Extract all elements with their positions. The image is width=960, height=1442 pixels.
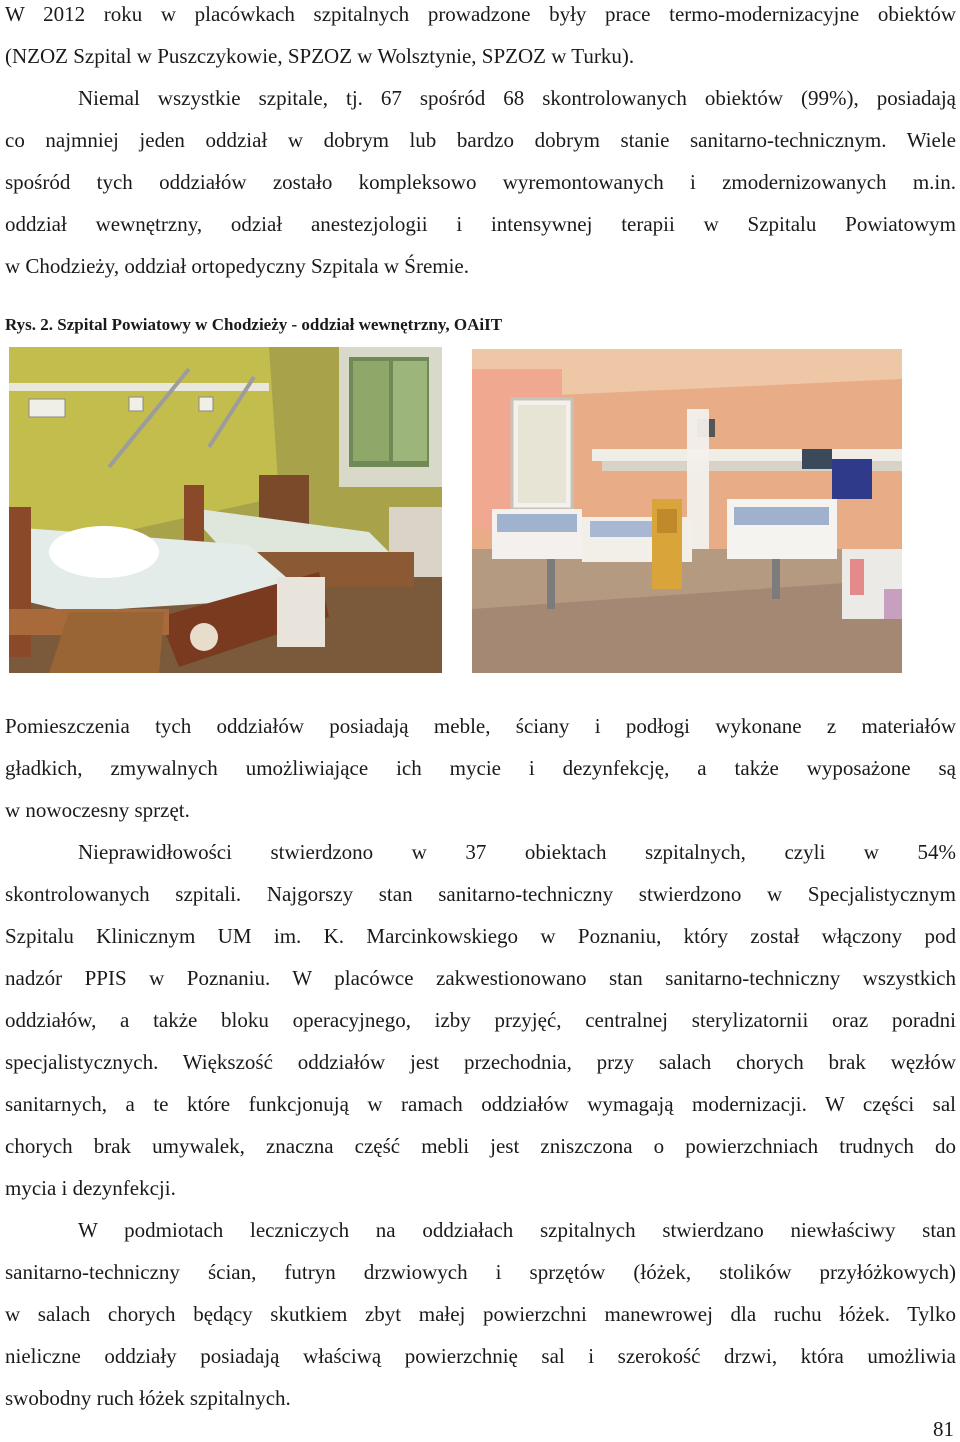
paragraph-5-line-3: w salach chorych będący skutkiem zbyt małej powierzchni manewrowej dla ruchu łóżek. Tylko	[5, 1302, 956, 1326]
paragraph-4-line-2: skontrolowanych szpitali. Najgorszy stan sanitarno-techniczny stwierdzono w Specjalistycznym	[5, 882, 956, 906]
paragraph-4-line-8: chorych brak umywalek, znaczna część mebli jest zniszczona o powierzchniach trudnych do	[5, 1134, 956, 1158]
paragraph-4-line-9: mycia i dezynfekcji.	[5, 1176, 176, 1200]
paragraph-4-line-3: Szpitalu Klinicznym UM im. K. Marcinkowskiego w Poznaniu, który został włączony pod	[5, 924, 956, 948]
paragraph-4-line-1: Nieprawidłowości stwierdzono w 37 obiektach szpitalnych, czyli w 54%	[78, 840, 956, 864]
paragraph-1-line-2: (NZOZ Szpital w Puszczykowie, SPZOZ w Wolsztynie, SPZOZ w Turku).	[5, 44, 635, 68]
paragraph-5-line-5: swobodny ruch łóżek szpitalnych.	[5, 1386, 291, 1410]
ward-photo-internal-image	[9, 347, 442, 673]
figure-caption: Rys. 2. Szpital Powiatowy w Chodzieży - oddział wewnętrzny, OAiIT	[5, 315, 503, 334]
paragraph-2-line-5: w Chodzieży, oddział ortopedyczny Szpitala w Śremie.	[5, 254, 469, 278]
paragraph-2-line-2: co najmniej jeden oddział w dobrym lub bardzo dobrym stanie sanitarno-technicznym. Wiele	[5, 128, 956, 152]
paragraph-3-line-2: gładkich, zmywalnych umożliwiające ich mycie i dezynfekcję, a także wyposażone są	[5, 756, 956, 780]
paragraph-4-line-4: nadzór PPIS w Poznaniu. W placówce zakwestionowano stan sanitarno-techniczny wszystkich	[5, 966, 956, 990]
paragraph-1-line-1: W 2012 roku w placówkach szpitalnych prowadzone były prace termo-modernizacyjne obiektów	[5, 2, 956, 26]
ward-photo-icu-image	[472, 349, 902, 673]
paragraph-2-line-1: Niemal wszystkie szpitale, tj. 67 spośród 68 skontrolowanych obiektów (99%), posiadają	[78, 86, 956, 110]
ward-photo-internal	[9, 347, 442, 673]
paragraph-5-line-2: sanitarno-techniczny ścian, futryn drzwiowych i sprzętów (łóżek, stolików przyłóżkowych)	[5, 1260, 956, 1284]
paragraph-4-line-6: specjalistycznych. Większość oddziałów jest przechodnia, przy salach chorych brak węzłów	[5, 1050, 956, 1074]
paragraph-3-line-1: Pomieszczenia tych oddziałów posiadają meble, ściany i podłogi wykonane z materiałów	[5, 714, 956, 738]
paragraph-2-line-4: oddział wewnętrzny, odział anestezjologii i intensywnej terapii w Szpitalu Powiatowym	[5, 212, 956, 236]
paragraph-2-line-3: spośród tych oddziałów zostało kompleksowo wyremontowanych i zmodernizowanych m.in.	[5, 170, 956, 194]
paragraph-4-line-7: sanitarnych, a te które funkcjonują w ramach oddziałów wymagają modernizacji. W części sal	[5, 1092, 956, 1116]
paragraph-3-line-3: w nowoczesny sprzęt.	[5, 798, 190, 822]
ward-photo-icu	[472, 349, 902, 673]
page-number: 81	[933, 1417, 954, 1441]
paragraph-5-line-1: W podmiotach leczniczych na oddziałach szpitalnych stwierdzano niewłaściwy stan	[78, 1218, 956, 1242]
paragraph-4-line-5: oddziałów, a także bloku operacyjnego, izby przyjęć, centralnej sterylizatornii oraz poradni	[5, 1008, 956, 1032]
paragraph-5-line-4: nieliczne oddziały posiadają właściwą powierzchnię sal i szerokość drzwi, która umożliwia	[5, 1344, 956, 1368]
